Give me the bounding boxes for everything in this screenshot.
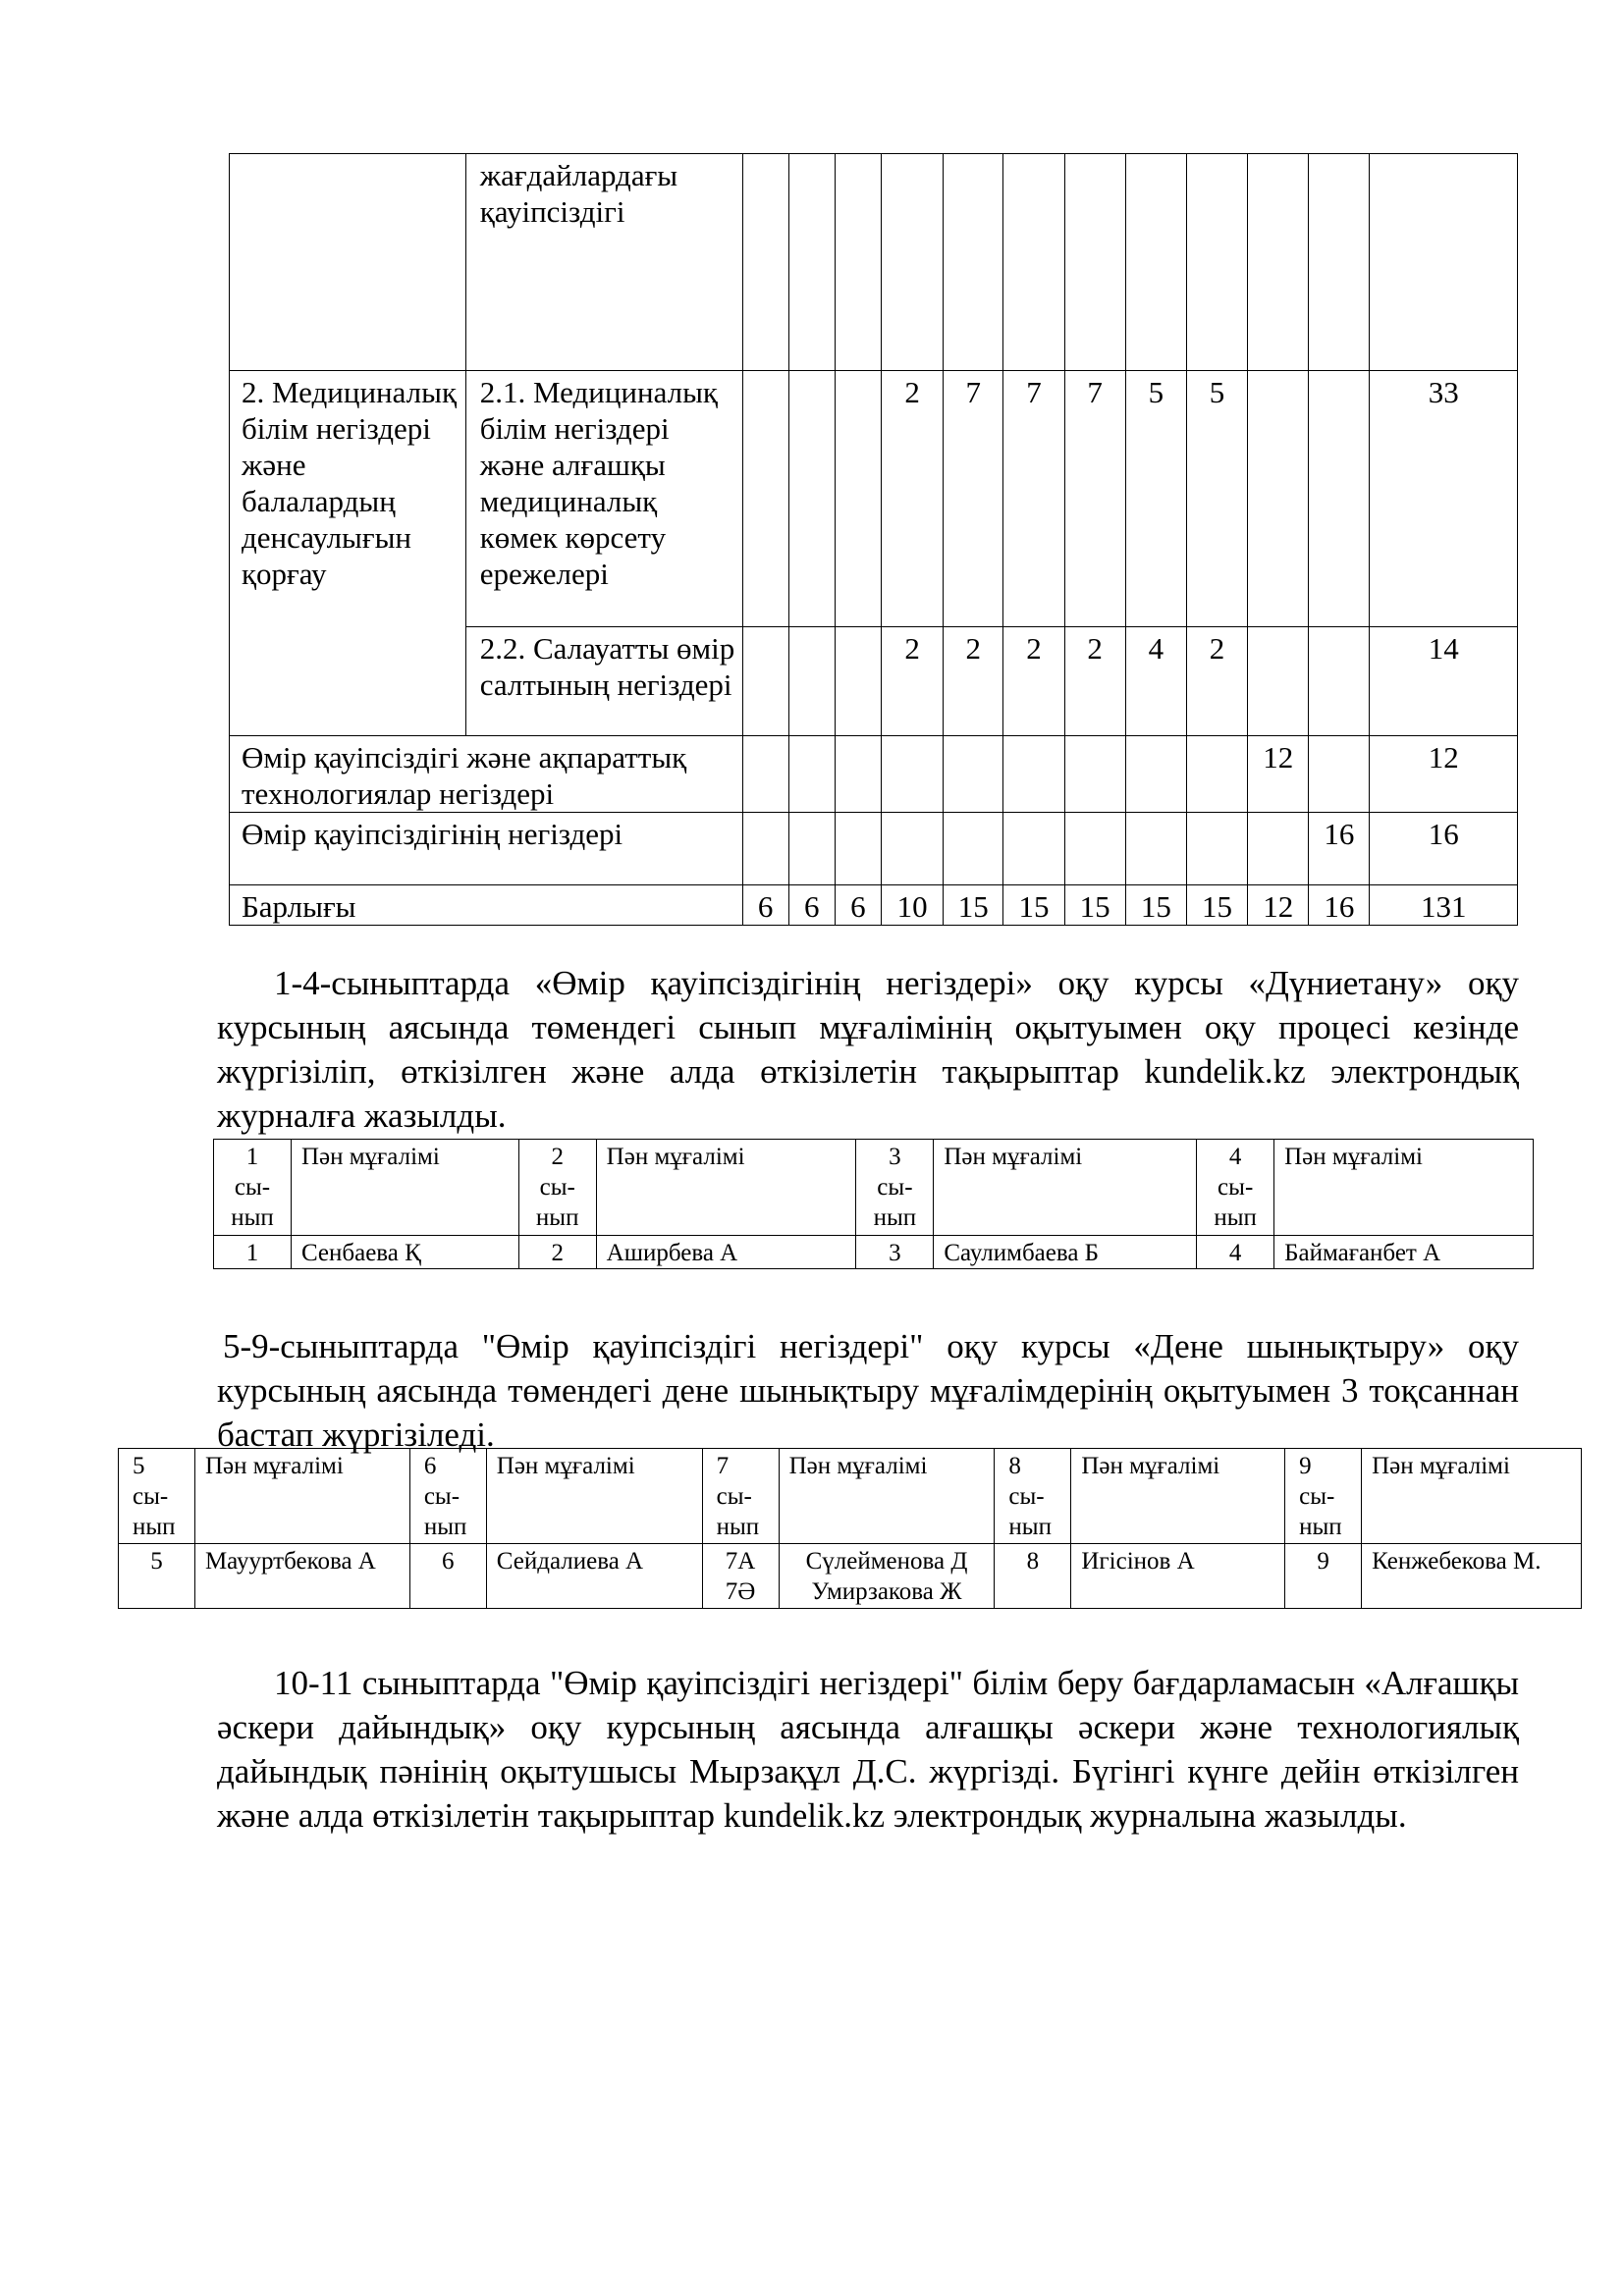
- class-cell: 6: [409, 1544, 486, 1609]
- hours-cell: 12: [1248, 885, 1309, 926]
- hours-cell: 15: [1003, 885, 1064, 926]
- hours-cell: 2: [1003, 627, 1064, 736]
- hours-cell: [742, 627, 788, 736]
- hours-cell: 6: [788, 885, 835, 926]
- class-header: 2 сы- нып: [518, 1140, 596, 1236]
- teacher-header: Пән мұғалімі: [486, 1449, 702, 1544]
- table-row: [119, 1544, 1582, 1609]
- table-row: [230, 813, 1518, 885]
- class-cell: 8: [995, 1544, 1071, 1609]
- hours-cell: [1003, 813, 1064, 885]
- hours-cell: 15: [1125, 885, 1186, 926]
- class-header: 5 сы- нып: [119, 1449, 195, 1544]
- hours-cell: [1064, 736, 1125, 813]
- teacher-header: Пән мұғалімі: [291, 1140, 518, 1236]
- teacher-header: Пән мұғалімі: [779, 1449, 995, 1544]
- hours-cell: [788, 736, 835, 813]
- curriculum-hours-table: [229, 153, 1518, 926]
- class-header: 6 сы- нып: [409, 1449, 486, 1544]
- hours-cell: [1248, 627, 1309, 736]
- class-cell: 4: [1197, 1236, 1274, 1269]
- total-cell: 33: [1370, 371, 1518, 627]
- hours-cell: [1003, 736, 1064, 813]
- hours-cell: [1248, 813, 1309, 885]
- hours-cell: [788, 627, 835, 736]
- hours-cell: [835, 736, 881, 813]
- total-cell: 16: [1370, 813, 1518, 885]
- teacher-header: Пән мұғалімі: [934, 1140, 1197, 1236]
- class-header: 3 сы- нып: [856, 1140, 934, 1236]
- hours-cell: [835, 813, 881, 885]
- paragraph-grades-5-9: 5-9-сыныптарда "Өмір қауіпсіздігі негіздері" оқу курсы «Дене шынықтыру» оқу курсының аясында төмендегі дене шынықтыру мұғалімдерінің оқытуымен 3 тоқсаннан бастап жүргізіледі.: [217, 1327, 1519, 1454]
- hours-cell: [1248, 371, 1309, 627]
- table-header-row: [214, 1140, 1534, 1236]
- teacher-cell: Саулимбаева Б: [934, 1236, 1197, 1269]
- total-cell: 131: [1370, 885, 1518, 926]
- class-cell: 1: [214, 1236, 292, 1269]
- table-row: [230, 371, 1518, 627]
- hours-cell: [944, 736, 1003, 813]
- class-header: 7 сы- нып: [702, 1449, 779, 1544]
- hours-cell: 5: [1125, 371, 1186, 627]
- teacher-header: Пән мұғалімі: [596, 1140, 856, 1236]
- hours-cell: [835, 627, 881, 736]
- hours-cell: 10: [881, 885, 943, 926]
- hours-cell: 2: [881, 627, 943, 736]
- total-cell: 12: [1370, 736, 1518, 813]
- hours-cell: 2: [1186, 627, 1247, 736]
- hours-cell: 12: [1248, 736, 1309, 813]
- hours-cell: 4: [1125, 627, 1186, 736]
- teacher-cell: Сейдалиева А: [486, 1544, 702, 1609]
- hours-cell: [1186, 813, 1247, 885]
- hours-cell: [1125, 813, 1186, 885]
- hours-cell: [1064, 813, 1125, 885]
- hours-cell: 5: [1186, 371, 1247, 627]
- teacher-header: Пән мұғалімі: [1071, 1449, 1285, 1544]
- hours-cell: [742, 736, 788, 813]
- class-header: 8 сы- нып: [995, 1449, 1071, 1544]
- class-cell: 5: [119, 1544, 195, 1609]
- table-row: [214, 1236, 1534, 1269]
- section-title-cell: 2. Медициналық білім негіздері және балалардың денсаулығын қорғау: [230, 371, 466, 736]
- total-cell: 14: [1370, 627, 1518, 736]
- row-label: Өмір қауіпсіздігінің негіздері: [230, 813, 743, 885]
- table-row: [230, 154, 1518, 371]
- teacher-cell: Сүлейменова Д Умирзакова Ж: [779, 1544, 995, 1609]
- hours-cell: 16: [1309, 885, 1370, 926]
- teachers-table-5-9: [118, 1448, 1582, 1609]
- hours-cell: [742, 371, 788, 627]
- hours-cell: [881, 736, 943, 813]
- hours-cell: 2: [1064, 627, 1125, 736]
- paragraph-grades-10-11: 10-11 сыныптарда "Өмір қауіпсіздігі негіздері" білім беру бағдарламасын «Алғашқы әскери дайындық» оқу курсының аясында алғашқы әскери және технологиялық дайындық пәнінің оқытушысы Мырзақұл Д.С. жүргізді. Бүгінгі күнге дейін өткізілген және алда өткізілетін тақырыптар kundelik.kz электрондық журналына жазылды.: [217, 1664, 1519, 1835]
- class-header: 9 сы- нып: [1285, 1449, 1362, 1544]
- hours-cell: [788, 371, 835, 627]
- hours-cell: 16: [1309, 813, 1370, 885]
- teacher-header: Пән мұғалімі: [1362, 1449, 1582, 1544]
- teacher-cell: Аширбева А: [596, 1236, 856, 1269]
- topic-cell: 2.1. Медициналық білім негіздері және алғашқы медициналық көмек көрсету ережелері: [465, 371, 742, 627]
- hours-cell: [742, 813, 788, 885]
- table-row: [230, 885, 1518, 926]
- row-label: Өмір қауіпсіздігі және ақпараттық технологиялар негіздері: [230, 736, 743, 813]
- hours-cell: [881, 813, 943, 885]
- paragraph-grades-1-4: 1-4-сыныптарда «Өмір қауіпсіздігінің негіздері» оқу курсы «Дүниетану» оқу курсының аясында төмендегі сынып мұғалімінің оқытуымен оқу процесі кезінде жүргізіліп, өткізілген және алда өткізілетін тақырыптар kundelik.kz электрондық журналға жазылды.: [217, 964, 1519, 1135]
- class-header: 1 сы- нып: [214, 1140, 292, 1236]
- hours-cell: [1125, 736, 1186, 813]
- teacher-cell: Сенбаева Қ: [291, 1236, 518, 1269]
- teacher-cell: Кенжебекова М.: [1362, 1544, 1582, 1609]
- class-cell: 9: [1285, 1544, 1362, 1609]
- table-header-row: [119, 1449, 1582, 1544]
- table-cell: [230, 154, 466, 371]
- hours-cell: 7: [1064, 371, 1125, 627]
- hours-cell: [1309, 371, 1370, 627]
- hours-cell: 15: [944, 885, 1003, 926]
- teacher-header: Пән мұғалімі: [194, 1449, 409, 1544]
- hours-cell: [944, 813, 1003, 885]
- hours-cell: [1309, 627, 1370, 736]
- teachers-table-1-4: [213, 1139, 1534, 1269]
- teacher-cell: Баймағанбет А: [1274, 1236, 1534, 1269]
- hours-cell: 2: [944, 627, 1003, 736]
- class-cell: 7А 7Ә: [702, 1544, 779, 1609]
- teacher-cell: Игісінов А: [1071, 1544, 1285, 1609]
- hours-cell: 6: [835, 885, 881, 926]
- class-cell: 3: [856, 1236, 934, 1269]
- table-row: [230, 736, 1518, 813]
- teacher-cell: Маууртбекова А: [194, 1544, 409, 1609]
- class-cell: 2: [518, 1236, 596, 1269]
- hours-cell: 15: [1186, 885, 1247, 926]
- hours-cell: [835, 371, 881, 627]
- hours-cell: 7: [1003, 371, 1064, 627]
- hours-cell: [788, 813, 835, 885]
- hours-cell: [1309, 736, 1370, 813]
- topic-cell: жағдайлардағы қауіпсіздігі: [465, 154, 742, 371]
- hours-cell: 15: [1064, 885, 1125, 926]
- hours-cell: 6: [742, 885, 788, 926]
- hours-cell: 2: [881, 371, 943, 627]
- class-header: 4 сы- нып: [1197, 1140, 1274, 1236]
- hours-cell: 7: [944, 371, 1003, 627]
- row-label: Барлығы: [230, 885, 743, 926]
- topic-cell: 2.2. Салауатты өмір салтының негіздері: [465, 627, 742, 736]
- teacher-header: Пән мұғалімі: [1274, 1140, 1534, 1236]
- hours-cell: [1186, 736, 1247, 813]
